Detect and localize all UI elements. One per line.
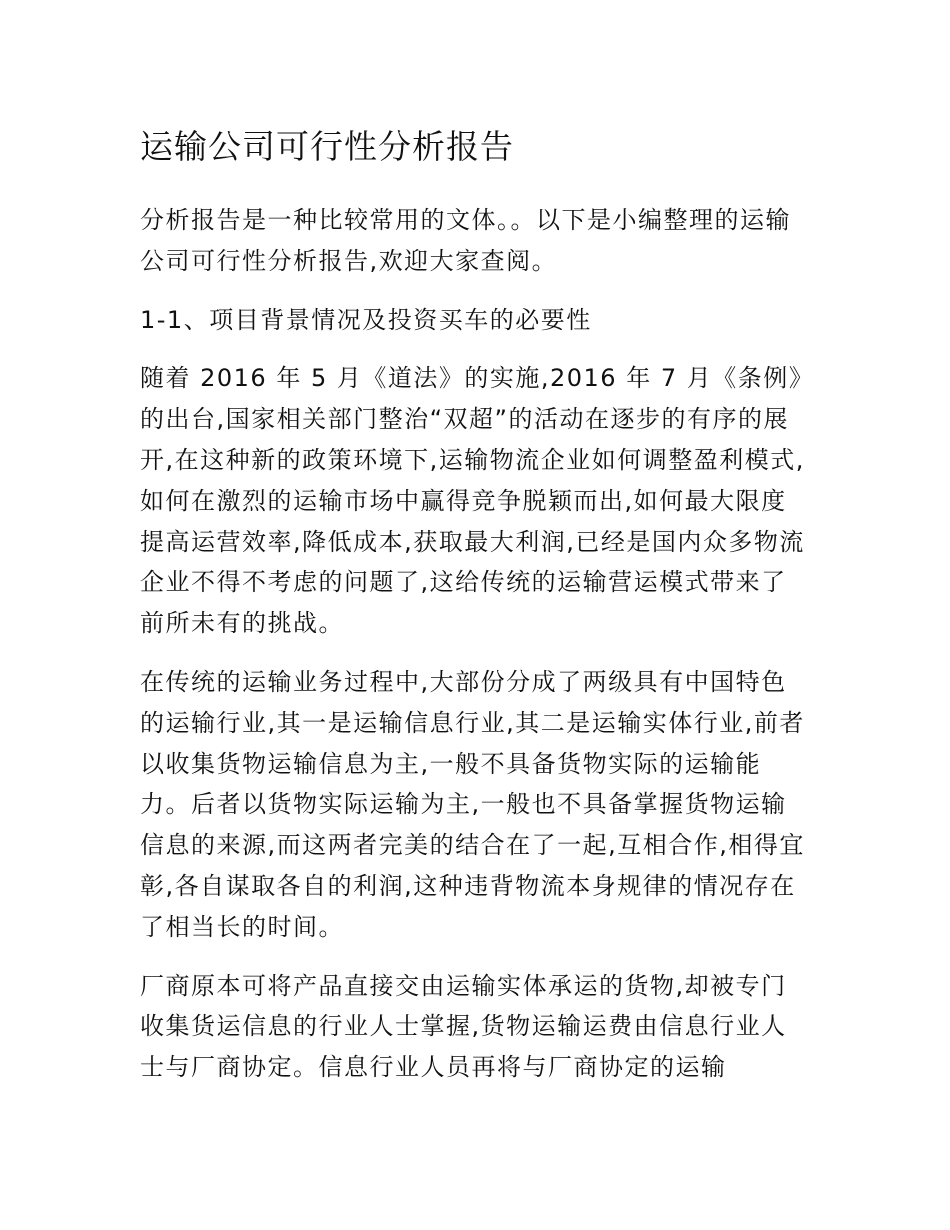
document-content <box>140 118 812 1106</box>
body-paragraph-1: 随着 2016 年 5 月《道法》的实施,2016 年 7 月《条例》的出台,国家相关部门整治“双超”的活动在逐步的有序的展开,在这种新的政策环境下,运输物流企业如何调整盈利模式,如何在激烈的运输市场中赢得竞争脱颖而出,如何最大限度提高运营效率,降低成本,获取最大利润,已经是国内众多物流企业不得不考虑的问题了,这给传统的运输营运模式带来了前所未有的挑战。 <box>140 364 805 638</box>
document-title: 运输公司可行性分析报告 <box>140 127 514 166</box>
body-paragraph-2: 在传统的运输业务过程中,大部份分成了两级具有中国特色的运输行业,其一是运输信息行业,其二是运输实体行业,前者以收集货物运输信息为主,一般不具备货物实际的运输能力。后者以货物实际运输为主,一般也不具备掌握货物运输信息的来源,而这两者完美的结合在了一起,互相合作,相得宜彰,各自谋取各自的利润,这种违背物流本身规律的情况存在了相当长的时间。 <box>140 667 805 941</box>
intro-paragraph: 分析报告是一种比较常用的文体。。以下是小编整理的运输公司可行性分析报告,欢迎大家查阅。 <box>140 206 791 275</box>
section-heading: 1-1、项目背景情况及投资买车的必要性 <box>140 305 592 334</box>
body-paragraph-3: 厂商原本可将产品直接交由运输实体承运的货物,却被专门收集货运信息的行业人士掌握,货物运输运费由信息行业人士与厂商协定。信息行业人员再将与厂商协定的运输 <box>140 971 787 1082</box>
